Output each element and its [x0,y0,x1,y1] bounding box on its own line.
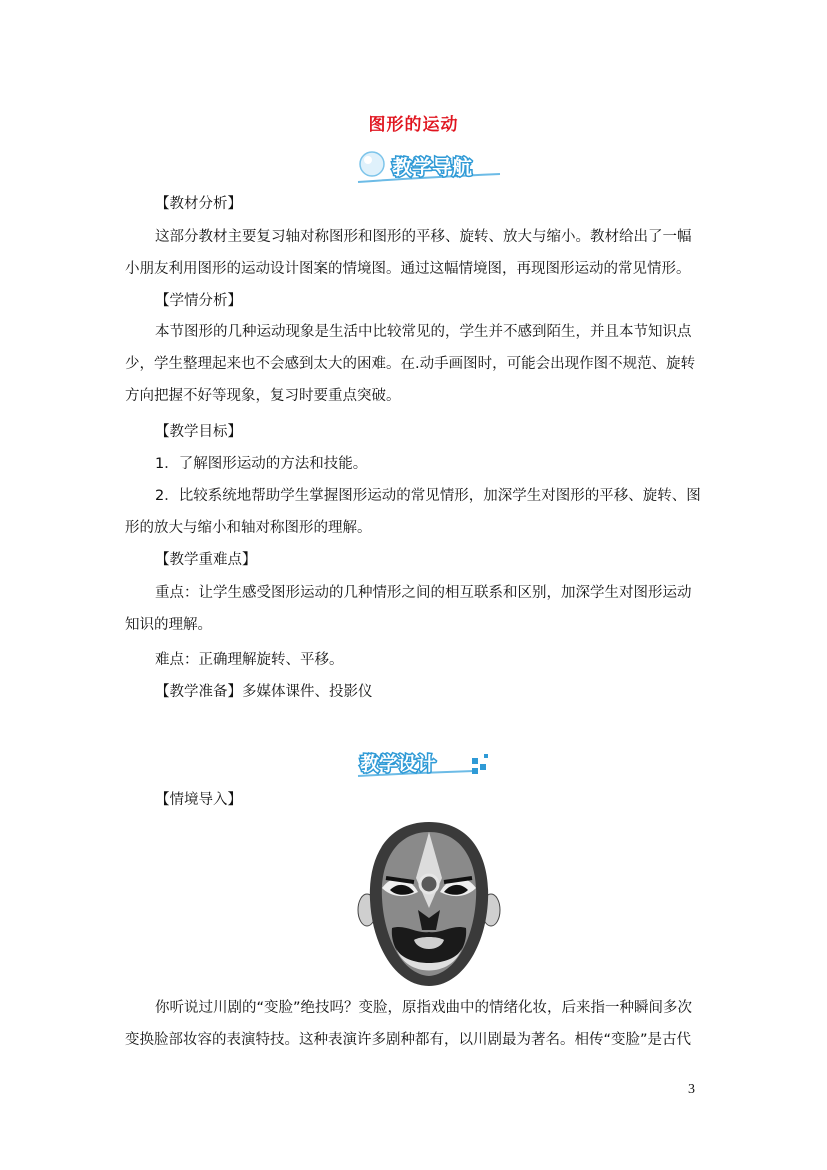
section-heading-students: 【学情分析】 [155,293,242,309]
section-heading-intro: 【情境导入】 [155,792,242,808]
section-heading-textbook: 【教材分析】 [155,196,242,212]
section-heading-preparation: 【教学准备】 [155,684,242,700]
section-heading-key-points: 【教学重难点】 [155,552,257,568]
paragraph-textbook: 这部分教材主要复习轴对称图形和图形的平移、旋转、放大与缩小。教材给出了一幅小朋友利用图形的运动设计图案的情境图。通过这幅情境图，再现图形运动的常见情形。 [125,229,692,277]
page-number: 3 [688,1082,695,1097]
goal-item-1: 1．了解图形运动的方法和技能。 [155,456,368,472]
preparation-line [155,682,373,702]
opera-mask-image [356,818,502,990]
paragraph-difficult-point: 难点：正确理解旋转、平移。 [155,652,344,668]
opera-mask-icon [356,818,502,990]
paragraph-intro: 你听说过川剧的“变脸”绝技吗？变脸，原指戏曲中的情绪化妆，后来指一种瞬间多次变换脸部妆容的表演特技。这种表演许多剧种都有，以川剧最为著名。相传“变脸”是古代 [125,1000,693,1048]
preparation-text: 多媒体课件、投影仪 [242,684,373,700]
section-heading-goals: 【教学目标】 [155,424,242,440]
paragraph-key-point: 重点：让学生感受图形运动的几种情形之间的相互联系和区别，加深学生对图形运动知识的理解。 [125,585,692,633]
goal-item-2: 2．比较系统地帮助学生掌握图形运动的常见情形，加深学生对图形的平移、旋转、图形的放大与缩小和轴对称图形的理解。 [125,488,701,536]
banner-design-graphic [354,746,494,780]
paragraph-students: 本节图形的几种运动现象是生活中比较常见的，学生并不感到陌生，并且本节知识点少，学生整理起来也不会感到太大的困难。在.动手画图时，可能会出现作图不规范、旋转方向把握不好等现象，复习时要重点突破。 [125,324,696,404]
banner-design-text: 教学设计 [360,753,437,775]
teaching-design-banner [354,746,494,780]
banner-guide-graphic [352,148,504,188]
teaching-guide-banner [352,148,504,188]
page-title: 图形的运动 [368,115,459,135]
banner-guide-text: 教学导航 [392,155,472,179]
